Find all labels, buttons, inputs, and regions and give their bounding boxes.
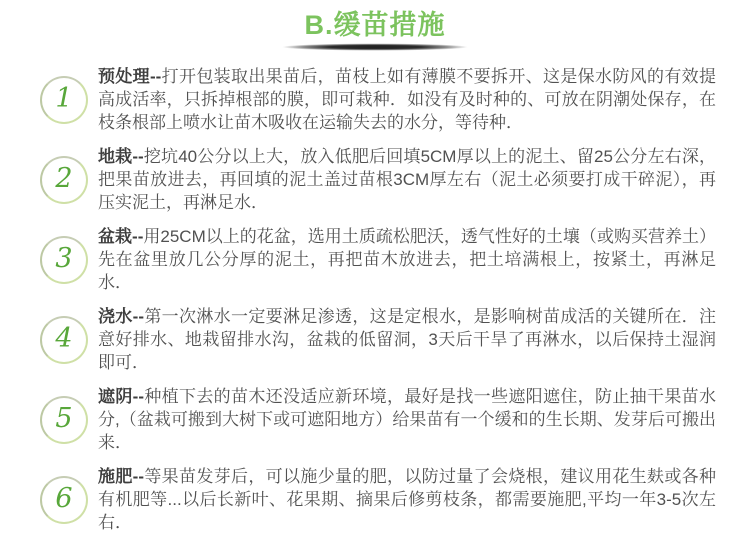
- step-number-badge: [40, 236, 88, 284]
- step-number-badge: [40, 476, 88, 524]
- measure-text: [98, 145, 716, 214]
- label-separator: --: [132, 147, 144, 166]
- measure-item-1: [0, 65, 750, 134]
- step-number-badge: [40, 316, 88, 364]
- measure-text: [98, 225, 716, 294]
- measure-item-2: [0, 145, 750, 214]
- measure-label: 盆栽: [98, 227, 133, 246]
- measure-body: 挖坑40公分以上大，放入低肥后回填5CM厚以上的泥土、留25公分左右深，把果苗放进去，再回填的泥土盖过苗根3CM厚左右（泥土必须要打成干碎泥），再压实泥土，再淋足水．: [98, 147, 717, 212]
- measure-body: 等果苗发芽后，可以施少量的肥，以防过量了会烧根，建议用花生麸或各种有机肥等...以后长新叶、花果期、摘果后修剪枝条，都需要施肥,平均一年3-5次左右．: [98, 467, 717, 532]
- step-number: 6: [55, 483, 73, 514]
- section-header: [0, 0, 750, 52]
- step-number: 5: [55, 403, 73, 434]
- label-separator: --: [132, 227, 144, 246]
- measure-body: 第一次淋水一定要淋足渗透，这是定根水，是影响树苗成活的关键所在．注意好排水、地栽留排水沟，盆栽的低留洞，3天后干旱了再淋水，以后保持土湿润即可．: [98, 307, 717, 372]
- step-number: 4: [55, 323, 73, 354]
- step-number-badge: [40, 156, 88, 204]
- measure-text: [98, 65, 716, 134]
- measures-list: [0, 65, 750, 534]
- section-title: B.缓苗措施: [304, 10, 446, 40]
- step-number-badge: [40, 76, 88, 124]
- label-separator: --: [150, 67, 162, 86]
- measure-body: 打开包装取出果苗后，苗枝上如有薄膜不要拆开、这是保水防风的有效提高成活率，只拆掉根部的膜，即可栽种．如没有及时种的、可放在阴潮处保存，在枝条根部上喷水让苗木吸收在运输失去的水分，等待种．: [98, 67, 717, 132]
- measure-body: 种植下去的苗木还没适应新环境，最好是找一些遮阳遮住，防止抽干果苗水分,（盆栽可搬到大树下或可遮阳地方）给果苗有一个缓和的生长期、发芽后可搬出来．: [98, 387, 717, 452]
- label-separator: --: [132, 307, 144, 326]
- measure-label: 地栽: [98, 147, 133, 166]
- label-separator: --: [132, 467, 144, 486]
- step-number: 2: [55, 163, 73, 194]
- measure-text: [98, 465, 716, 534]
- measure-label: 浇水: [98, 307, 133, 326]
- measure-item-5: [0, 385, 750, 454]
- measure-item-3: [0, 225, 750, 294]
- measure-item-6: [0, 465, 750, 534]
- measure-text: [98, 305, 716, 374]
- step-number-badge: [40, 396, 88, 444]
- title-shadow-divider: [259, 43, 491, 52]
- measure-item-4: [0, 305, 750, 374]
- measure-label: 预处理: [98, 67, 151, 86]
- measure-label: 遮阴: [98, 387, 133, 406]
- step-number: 3: [55, 243, 73, 274]
- measure-label: 施肥: [98, 467, 133, 486]
- label-separator: --: [132, 387, 144, 406]
- measure-body: 用25CM以上的花盆，选用土质疏松肥沃，透气性好的土壤（或购买营养土）先在盆里放几公分厚的泥土，再把苗木放进去，把土培满根上，按紧土，再淋足水．: [98, 227, 716, 292]
- measure-text: [98, 385, 716, 454]
- step-number: 1: [55, 83, 73, 114]
